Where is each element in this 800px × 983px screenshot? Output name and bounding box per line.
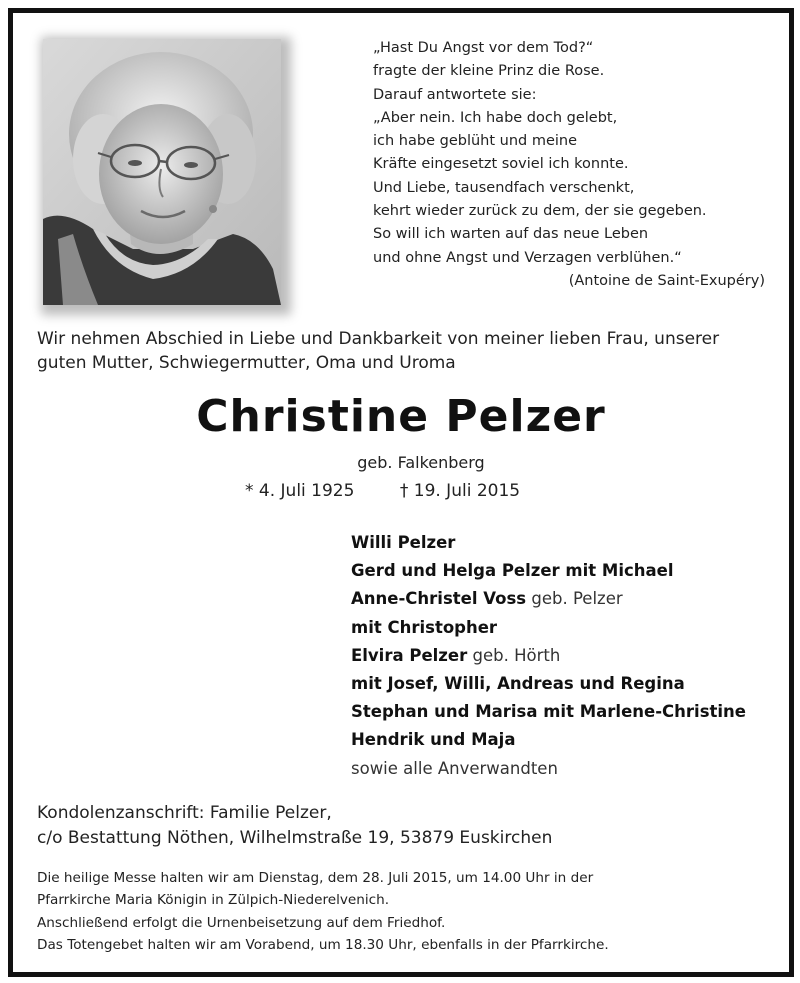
poem-line: Kräfte eingesetzt soviel ich konnte. bbox=[373, 156, 629, 173]
portrait-image bbox=[43, 39, 281, 305]
poem-line: Darauf antwortete sie: bbox=[373, 86, 537, 103]
deceased-name: Christine Pelzer bbox=[196, 391, 606, 442]
poem-attribution: (Antoine de Saint-Exupéry) bbox=[568, 272, 765, 289]
portrait-photo bbox=[43, 39, 281, 305]
mourners-list bbox=[351, 529, 781, 783]
death-date: † 19. Juli 2015 bbox=[399, 481, 521, 501]
poem bbox=[373, 37, 773, 293]
mourner: mit Josef, Willi, Andreas und Regina bbox=[351, 674, 685, 694]
poem-line: ich habe geblüht und meine bbox=[373, 133, 578, 150]
poem-line: „Hast Du Angst vor dem Tod?“ bbox=[373, 40, 594, 56]
poem-line: kehrt wieder zurück zu dem, der sie gegeben. bbox=[373, 203, 707, 220]
mourner: Hendrik und Maja bbox=[351, 730, 516, 750]
birth-date: * 4. Juli 1925 bbox=[245, 481, 355, 501]
contact-line: c/o Bestattung Nöthen, Wilhelmstraße 19, 53879 Euskirchen bbox=[37, 828, 553, 848]
mourner-note: geb. Hörth bbox=[467, 645, 561, 665]
mourner-note: geb. Pelzer bbox=[526, 589, 623, 609]
relatives-line: sowie alle Anverwandten bbox=[351, 758, 558, 778]
mourner: Elvira Pelzer bbox=[351, 645, 468, 665]
service-line: Die heilige Messe halten wir am Dienstag, dem 28. Juli 2015, um 14.00 Uhr in der bbox=[37, 870, 594, 886]
poem-line: und ohne Angst und Verzagen verblühen.“ bbox=[373, 249, 682, 266]
poem-line: fragte der kleine Prinz die Rose. bbox=[373, 63, 605, 80]
intro-text: Wir nehmen Abschied in Liebe und Dankbarkeit von meiner lieben Frau, unserer guten Mutter, Schwiegermutter, Oma und Uroma bbox=[37, 329, 720, 373]
contact-line: Kondolenzanschrift: Familie Pelzer, bbox=[37, 803, 332, 823]
poem-line: Und Liebe, tausendfach verschenkt, bbox=[373, 179, 635, 196]
condolence-address bbox=[37, 801, 777, 851]
birth-name: geb. Falkenberg bbox=[357, 453, 485, 472]
poem-line: „Aber nein. Ich habe doch gelebt, bbox=[373, 109, 618, 126]
service-line: Das Totengebet halten wir am Vorabend, um 18.30 Uhr, ebenfalls in der Pfarrkirche. bbox=[37, 936, 609, 953]
mourner: Stephan und Marisa mit Marlene-Christine bbox=[351, 702, 746, 722]
mourner: Gerd und Helga Pelzer mit Michael bbox=[351, 561, 674, 581]
obituary-notice bbox=[8, 8, 794, 977]
service-info bbox=[37, 867, 781, 956]
mourner: mit Christopher bbox=[351, 617, 498, 637]
poem-line: So will ich warten auf das neue Leben bbox=[373, 226, 649, 243]
life-dates bbox=[245, 481, 520, 501]
service-line: Anschließend erfolgt die Urnenbeisetzung auf dem Friedhof. bbox=[37, 914, 446, 931]
service-line: Pfarrkirche Maria Königin in Zülpich-Niederelvenich. bbox=[37, 892, 390, 909]
mourner: Anne-Christel Voss bbox=[351, 589, 527, 609]
mourner: Willi Pelzer bbox=[351, 533, 456, 552]
